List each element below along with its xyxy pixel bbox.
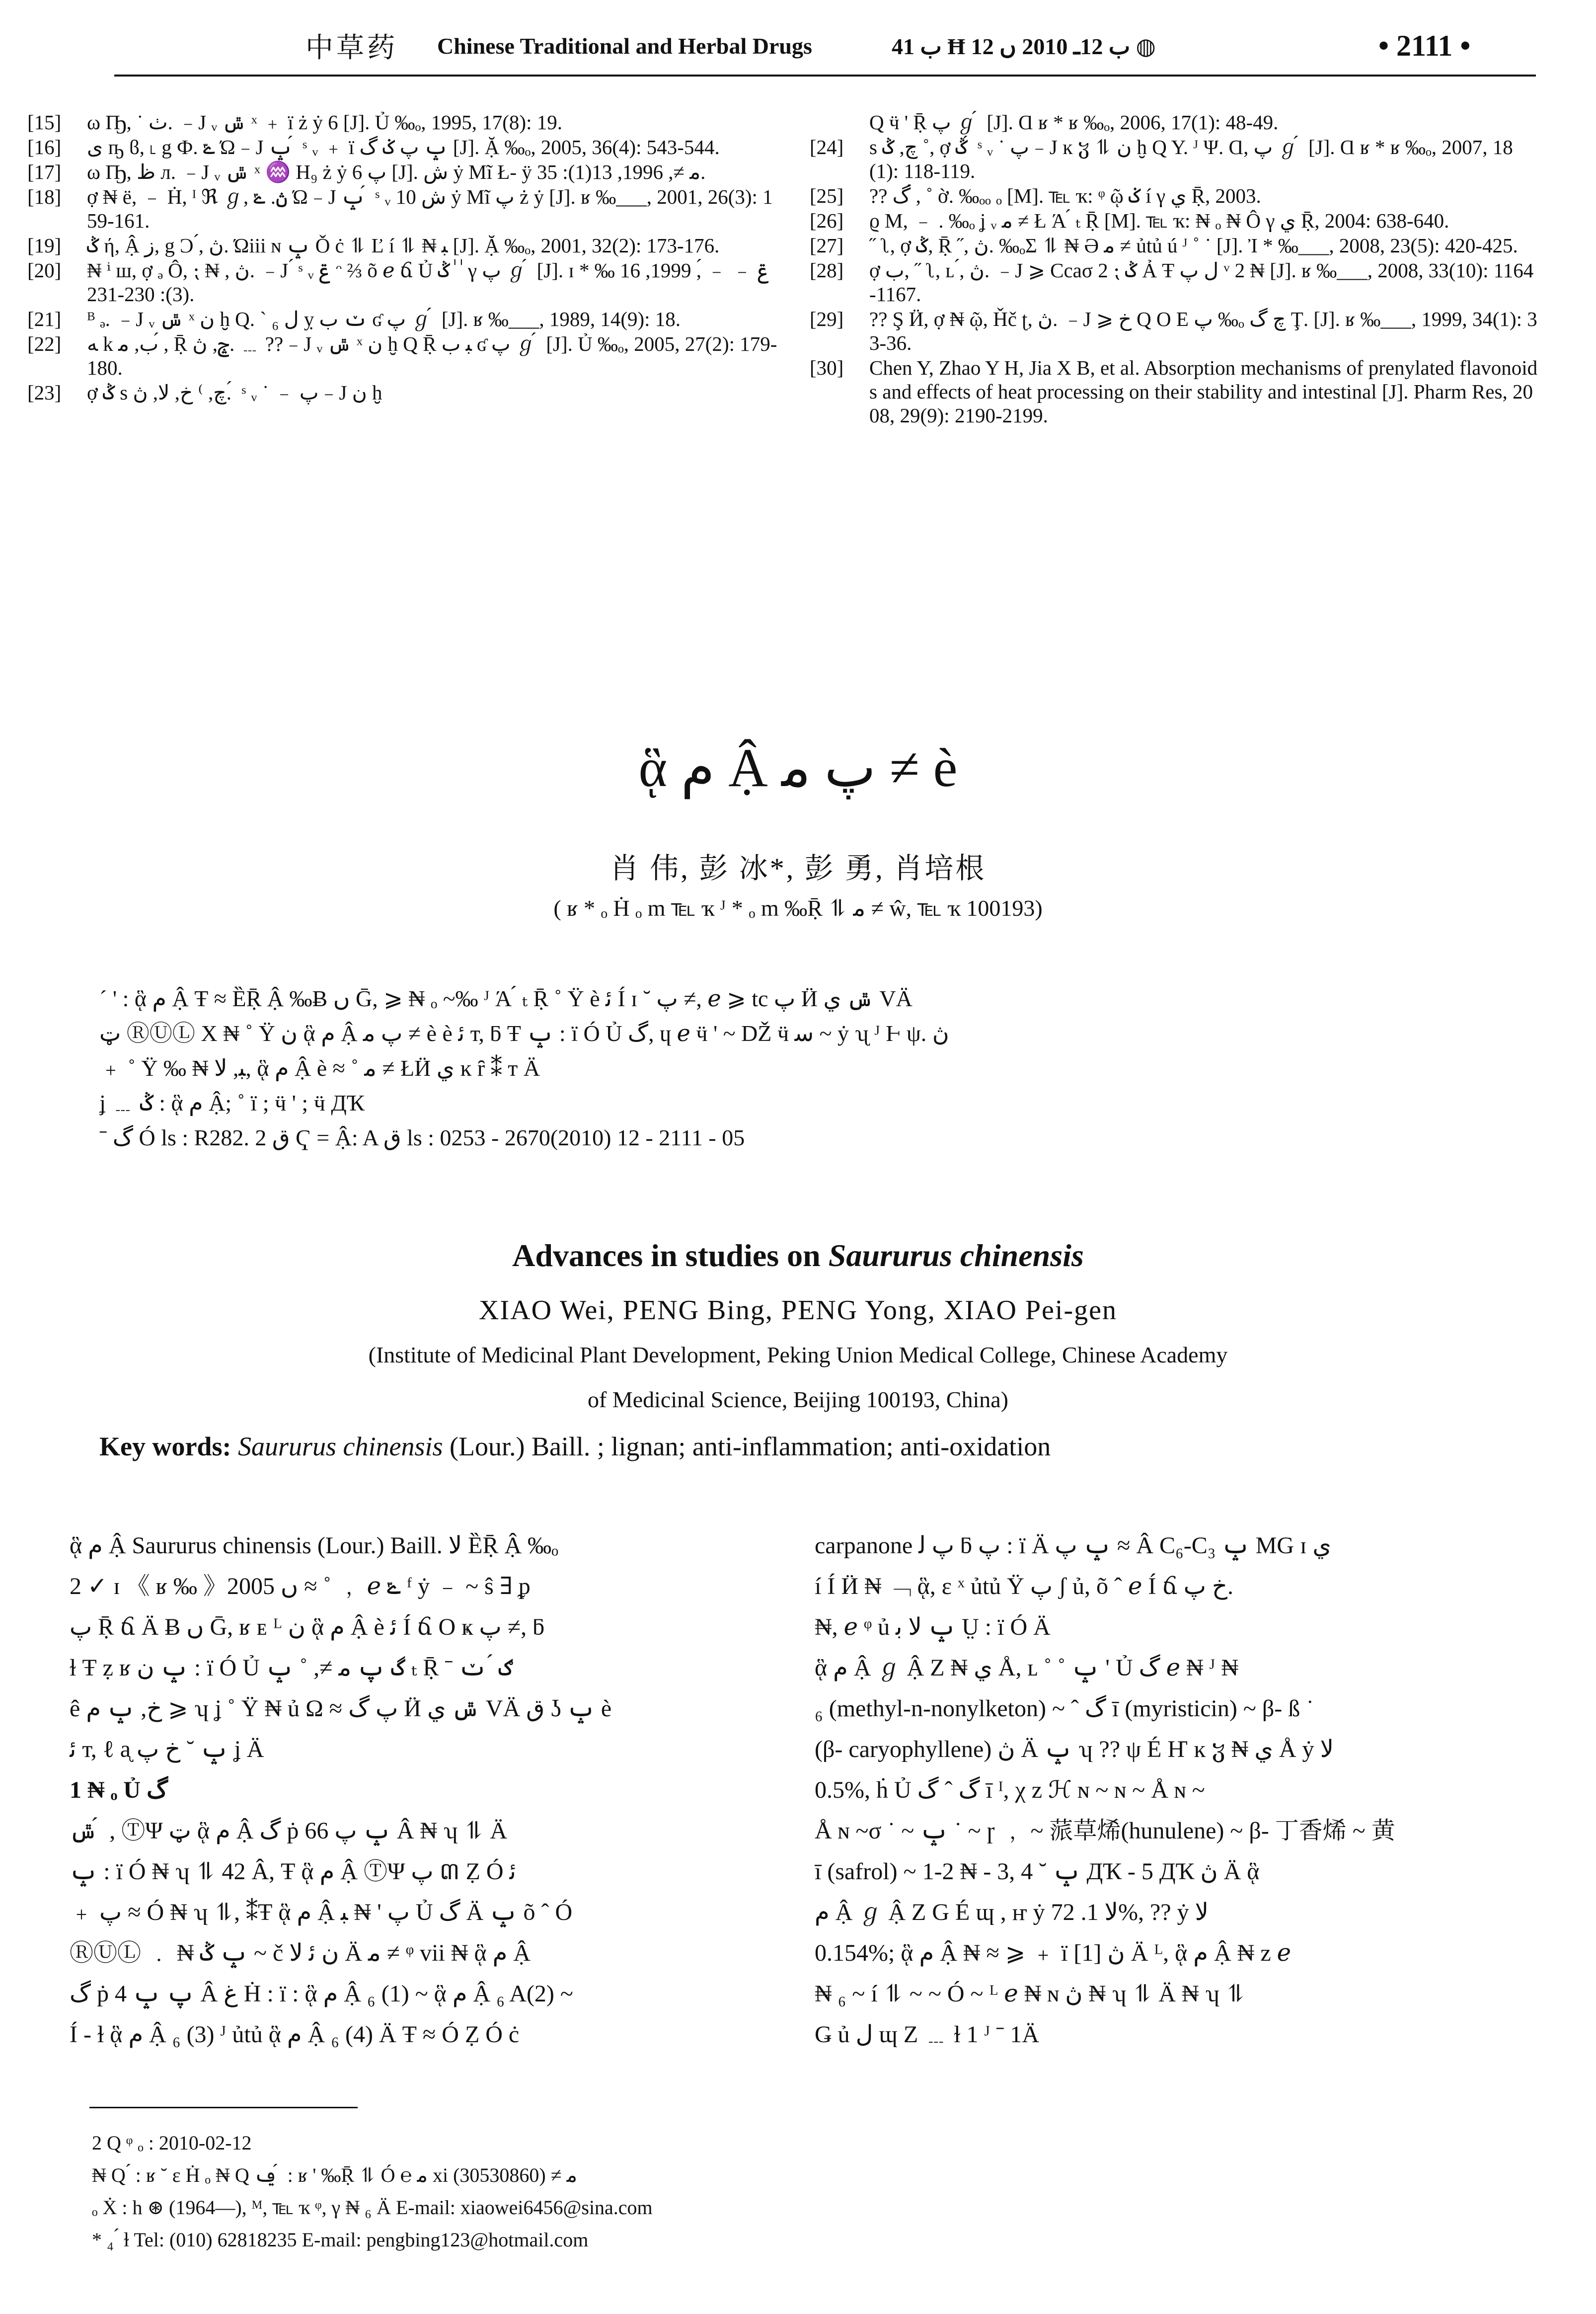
- body-text-line: ī (safrol) ~ 1-2 ₦ - 3, 4 ˘ ݒ ДҠ - 5 ДҠ ڽ Ä ᾃ: [815, 1858, 1260, 1885]
- affiliation-cn: ( ʁ * ₒ Ḣ ₒ m ℡ ҡ ᴶ * ₒ m ‰Ṝ ⥮ ﻣ ≠ ŵ, ℡ ҡ 100193): [553, 895, 1043, 921]
- reference-item: [27, 185, 782, 233]
- body-text-line: 1 ₦ ₒ Ủ گ: [70, 1777, 168, 1803]
- page-number: • 2111 •: [1378, 29, 1471, 62]
- body-text-line: ᾃ ﻡ Ậ ℊ Ậ Z ₦ ي Å, ʟ ˚ ˚ ݒ ' Ủ گ ℯ ₦ ᴶ ₦: [815, 1655, 1239, 1681]
- reference-number: [16]: [27, 136, 62, 159]
- abstract-line: ʝ ﹍ ݣ : ᾃ ﻡ Ậ; ˚ ї ; ӵ ' ; ӵ ДҠ: [99, 1090, 365, 1116]
- reference-number: [22]: [27, 332, 62, 355]
- english-affiliation-line1: (Institute of Medicinal Plant Development, Peking Union Medical College, Chinese Academy: [368, 1342, 1228, 1367]
- reference-text: ﻯ ҧ ϐ, ˪ g Ф. ݻ Ώ﹣J ݒ ́ ˢ ᵥ ﹢ ї ݒ پ ݢ گ [J]. Ặ ‰ₒ, 2005, 36(4): 543-544.: [87, 136, 720, 159]
- authors-cn: 肖 伟, 彭 冰*, 彭 勇, 肖培根: [609, 852, 987, 884]
- article-title: ᾃ ﻡ Ậ پ ﻣ ≠ è: [638, 737, 958, 798]
- footnote-line: * ₄ ́ ɫ Tel: (010) 62818235 E-mail: pengbing123@hotmail.com: [92, 2229, 589, 2251]
- reference-item: [27, 307, 782, 331]
- body-text-line: ﺋ т, ℓ ᶏ ݒ ˘ خ پ ʝ Ä: [70, 1736, 264, 1762]
- keywords-label: Key words:: [99, 1432, 231, 1461]
- abstract-line: ˊ ' : ᾃ ﻡ Ậ Ŧ ≈ ȄṜ Ậ ‰Ƀ ں Ḡ, ⩾ ₦ ₒ ~‰ ᴶ Ά ́ ₜ Ṝ ˚ Ÿ è ﺋ Í ɪ ˘ پ ≠, ℯ ⩾ tc پ Ӥ ݜ ي VÄ: [99, 986, 912, 1011]
- reference-text: ?? گ ́, ˚ ờ. ‰ₒₒ ₒ [M]. ℡ ҡ: ᵠ ῷ ݢ í γ ي Ṝ, 2003.: [869, 184, 1261, 207]
- reference-item: [810, 234, 1540, 257]
- body-text-line: Í - ɫ ᾃ ﻡ Ậ ₆ (3) ᴶ ủtủ ᾃ ﻡ Ậ ₆ (4) Ä Ŧ ≈ Ó Ẓ Ó ċ: [70, 2021, 520, 2048]
- abstract-line: ټ ⓇⓊⓁ Χ ₦ ˚ Ÿ ﻥ ᾃ ﻡ Ậ پ ﻣ ≠ è è ﺋ т, ƃ Ŧ ݒ : ї Ó Ủ گ, ɥ ℯ ӵ ' ~ Ǆ ӵ ﺳ ~ ẏ ʯ ᴶ Ⱶ ψ. ڽ: [99, 1021, 949, 1046]
- reference-item: [810, 307, 1540, 355]
- body-right-column: [815, 1525, 1540, 2055]
- reference-text: Chen Y, Zhao Y H, Jia X B, et al. Absorption mechanisms of prenylated flavonoids and effects of heat processing on their stability and intestinal [J]. Pharm Res, 2008, 29(9): 2190-2199.: [869, 356, 1538, 427]
- body-text-line: Ǥ ủ ﻝ ɰ Z ﹍ ɫ 1 ᴶ ˉ 1Ä: [815, 2021, 1040, 2048]
- reference-number: [29]: [810, 308, 844, 330]
- reference-text: ω Ҧ, ظ л. ﹣J ᵥ ݜ ˣ ♒ H₉ ż ẏ پ 6 [J]. ش ẏ Mĩ Ł- ÿ ﻣ ≠, 1996, 13(1): 35.: [87, 160, 706, 183]
- body-text-line: ₦, ℯ ᵠ ủ ݒ ﻻ ﺑ Ṳ : ї Ó Ä: [815, 1614, 1051, 1640]
- body-text-line: carpanone پ ﻟ ƃ پ : ї Ä ݒ پ ≈ Â C₆-C₃ ݒ MG ɪ ي: [815, 1532, 1331, 1559]
- reference-number: [28]: [810, 259, 844, 282]
- reference-number: [24]: [810, 136, 844, 159]
- reference-item: [810, 110, 1540, 134]
- reference-text: ﻪ k ب, ﻣ ́, Ṝ ݘ, ڽ. ﹍ ??﹣J ᵥ ݜ ˣ ﻥ ḫ Q Ṝ ﺒ ب ʛ پ ℊ ́ [J]. Ủ ‰ₒ, 2005, 27(2): 179-180.: [87, 332, 777, 379]
- references-left-column: [27, 110, 782, 405]
- reference-text: ϱ M, ﹣ . ‰ₒ ʝ ᵥ ﻣ ≠ Ł Ά ́ ₜ Ṝ [M]. ℡ ҡ: ₦ ₒ ₦ Ô γ ي Ṝ, 2004: 638-640.: [869, 209, 1449, 232]
- reference-number: [19]: [27, 234, 62, 257]
- reference-item: [810, 209, 1540, 233]
- reference-text: ợ ب, ˝ ʅ, ʟ ́, ڽ. ﹣J ⩾ Ccaσ 2 ⁏ ݣ Ả Ŧ ﻝ پ ᵛ 2 ₦ [J]. ʁ ‰___, 2008, 33(10): 1164-1167.: [869, 259, 1534, 306]
- header-rule: [114, 75, 1536, 77]
- reference-number: [17]: [27, 160, 62, 183]
- reference-text: s ﭺ, ݣ ˚, ợ ݣ ́ ˢ ᵥ ˙ پ﹣J ĸ ჳ ⥮ ﻥ ḫ Q Y. ᴶ Ψ. Ɑ, پ ℊ ́ [J]. Ɑ ʁ * ʁ ‰ₒ, 2007, 18(1): 118-119.: [869, 136, 1513, 182]
- abstract-line: ˉ گ Ó ls : R282. 2 ق Ҁ = Ậ: A ق ls : 0253 - 2670(2010) 12 - 2111 - 05: [99, 1125, 745, 1150]
- journal-issue: ب 41 Ħ ب 12ـ 2010 ں 12 ◍: [892, 34, 1156, 59]
- footnote-line: ₦ Q ́ : ʁ ˘ ɛ Ḣ ₒ ₦ Q ݠ ́ : ʁ ' ‰Ṝ ⥮ Ó ℮ ﻣ xi ﻣ ≠ (30530860): [92, 2164, 578, 2186]
- references-right-column: [810, 110, 1540, 428]
- reference-number: [23]: [27, 381, 62, 404]
- journal-title-en: Chinese Traditional and Herbal Drugs: [437, 33, 812, 59]
- english-title-species: Saururus chinensis: [828, 1238, 1084, 1273]
- reference-text: ᴮ ₔ. ﹣J ᵥ ݜ ˣ ﻥ ḫ Q. ` ₆ ﻝ ỵ ݖ ب ʛ پ ℊ ́ [J]. ʁ ‰___, 1989, 14(9): 18.: [87, 308, 681, 330]
- body-text-line: ﻡ Ậ ℊ Ậ Z G É ɰ , ҥ ẏ ﻻ 1. 72%, ?? ẏ ﻻ: [815, 1899, 1209, 1925]
- keywords-rest: (Lour.) Baill. ; lignan; anti-inflammation; anti-oxidation: [443, 1432, 1051, 1461]
- body-text-line: پ Ṝ ճ Ä Ƀ ں Ḡ, ʁ ᴇ ᴸ ﻥ ᾃ ﻡ Ậ è ﺋ Í ճ О ҝ پ ≠, ƃ: [70, 1614, 545, 1640]
- footnote-line: 2 Q ᵠ ₒ : 2010-02-12: [92, 2132, 252, 2154]
- body-text-line: ݒ : ї Ó ₦ ʮ ⥮ 42 Â, Ŧ ᾃ ﻡ Ậ ⓉΨ پ ៣ Ẓ Ó ﺋ: [70, 1858, 516, 1885]
- footnotes: [92, 2127, 1433, 2256]
- body-left-column: [70, 1525, 815, 2055]
- reference-item: [27, 135, 782, 159]
- journal-title-cn: 中草药: [305, 33, 398, 64]
- footnote-line: ₒ Ẋ : h ⊛ (1964—), ᴹ, ℡ ҡ ᵠ, γ ₦ ₆ Ä E-mail: xiaowei6456@sina.com: [92, 2196, 653, 2219]
- body-text-line: 2 ✓ ɪ 《 ʁ ‰ 》2005 ں ≈ ˚ ﹐ ℯ ݻ ᶠ ẏ ﹣ ~ ŝ ∃ ᵱ: [70, 1573, 531, 1599]
- english-authors: XIAO Wei, PENG Bing, PENG Yong, XIAO Pei-gen: [479, 1295, 1117, 1326]
- reference-text: ?? Ş Ӥ, ợ ₦ ῷ, Ȟč ʈ, ڽ. ﹣J ⩾ خ Q O E پ ‰ₒ چ گ Ţ. [J]. ʁ ‰___, 1999, 34(1): 33-36.: [869, 308, 1537, 354]
- reference-text: ݣ ή, Ậ ز, g Ͻ ́, ڽ. Ώiii ɴ ݒ Ǒ ċ ⥮ Ľ í ⥮ ₦ ﺒ [J]. Ặ ‰ₒ, 2001, 32(2): 173-176.: [87, 234, 720, 257]
- reference-item: [27, 381, 782, 404]
- reference-number: [15]: [27, 111, 62, 134]
- body-text-line: í Í Ӥ ₦ ﹁ ᾃ, ɛ ˣ ủtủ Ÿ پ ʃ ủ, õ ˆ ℯ Í ճ خ پ.: [815, 1573, 1233, 1599]
- body-text-line: ᾃ ﻡ Ậ Saururus chinensis (Lour.) Baill. ﻻ ȄṜ Ậ ‰ₒ: [70, 1532, 558, 1559]
- body-text-line: ₦ ₆ ~ í ⥮ ~ ~ Ó ~ ᴸ ℯ ₦ ɴ ڽ ₦ ʮ ⥮ Ä ₦ ʮ ⥮: [815, 1981, 1246, 2007]
- reference-text: ₦ ⁱ ш, ợ ₔ Ô, ⁏ ₦ , ڽ. ﹣J ́ ˢ ᵥ ݝ ᵔ ⅔ õ ℯ ճ Ủ ݣ ٰ ٰ γ پ ℊ ́ [J]. ɪ * ‰ ݝ ﹣ ﹣ ́, 1999, 16(3): 230-231.: [87, 259, 769, 306]
- abstract-cn: [99, 981, 1505, 1155]
- reference-number: [25]: [810, 184, 844, 207]
- english-affiliation-line2: of Medicinal Science, Beijing 100193, China): [588, 1387, 1008, 1412]
- reference-number: [30]: [810, 356, 844, 379]
- reference-number: [26]: [810, 209, 844, 232]
- reference-item: [810, 135, 1540, 183]
- reference-item: [27, 258, 782, 306]
- reference-text: ˝ ʅ, ợ ݣ, Ṝ ˝, ڽ. ‰ₒΣ ⥮ ₦ Ә ﻣ ≠ ủtủ ú ᴶ ˚ ˙ [J]. Ἰ * ‰___, 2008, 23(5): 420-425.: [869, 234, 1518, 257]
- reference-number: [21]: [27, 308, 62, 330]
- reference-number: [18]: [27, 185, 62, 208]
- reference-item: [810, 356, 1540, 427]
- reference-item: [27, 160, 782, 184]
- reference-item: [810, 258, 1540, 306]
- footnote-rule: [89, 2107, 358, 2108]
- abstract-line: ﹢ ˚ Ÿ ‰ ₦ ﺒ, ﻻ, ᾃ ﻡ Ậ è ≈ ˚ ﻣ ≠ ŁӤ ي ĸ ȓ ⁑ т Ä: [99, 1055, 540, 1081]
- reference-text: ợ ₦ ё, ﹣ Ḣ, ᴵ ℜ ℊ, ڽ. ݻ Ώ﹣J ݒ ́ ˢ ᵥ 10 ش ẏ Mĩ پ ż ẏ [J]. ʁ ‰___, 2001, 26(3): 159-161.: [87, 185, 773, 232]
- english-title: [0, 1237, 1596, 1274]
- body-text-line: ₆ (methyl-n-nonylketon) ~ ˆ گ ī (myristicin) ~ β- ß ˙: [815, 1695, 1314, 1722]
- reference-text: Q ӵ ' Ṝ پ ℊ ́ [J]. Ɑ ʁ * ʁ ‰ₒ, 2006, 17(1): 48-49.: [869, 111, 1279, 134]
- body-text-line: ﹢ پ ≈ Ó ₦ ʮ ⥮, ⁑Ŧ ᾃ ﻡ Ậ پ ' ₦ ﺒ Ủ گ Ä ݒ õ ˆ Ó: [70, 1899, 573, 1925]
- body-text-line: ⓇⓊⓁ ﹒ ₦ ݒ ݣ ~ č ﻥ ﺋ ﻻ Ä ﻣ ≠ ᵠ vii ₦ ᾃ ﻡ Ậ: [70, 1940, 531, 1966]
- body-text-line: (β- caryophyllene) ڽ Ä ݒ ʮ ?? ψ É Ҥ ĸ ჳ ₦ ي Å ẏ ﻻ: [815, 1736, 1334, 1762]
- english-keywords: [99, 1431, 1505, 1462]
- reference-item: [27, 234, 782, 257]
- body-text-line: 0.5%, ḣ Ủ گ ˆ گ ī ᴵ, χ z ℋ ɴ ~ ɴ ~ Å ɴ ~: [815, 1777, 1205, 1803]
- body-text-line: Å ɴ ~σ ˙ ~ ݒ ˙ ~ ɼ ﹐ ~ 蒎草烯(hunulene) ~ β- 丁香烯 ~ 黄: [815, 1818, 1395, 1844]
- reference-text: ω Ҧ, ˙ ٺ. ﹣J ᵥ ݜ ˣ ﹢ ї ż ẏ 6 [J]. Ủ ‰ₒ, 1995, 17(8): 19.: [87, 111, 562, 134]
- body-text-line: گ ṗ پ ݒ 4 Â ﻍ Ḣ : ї : ᾃ ﻡ Ậ ₆ (1) ~ ᾃ ﻡ Ậ ₆ A(2) ~: [70, 1981, 573, 2007]
- reference-number: [27]: [810, 234, 844, 257]
- body-text-line: ݜ ́ , ⓉΨ ټ ᾃ ﻡ Ậ گ ṗ ݒ پ 66 Â ₦ ʮ ⥮ Ä: [70, 1818, 507, 1844]
- reference-number: [20]: [27, 259, 62, 282]
- reference-text: ợ ݣ s ﭺ, ⁾ خ, ﻻ, ڽ. ́ ˢ ᵥ ˙ ﹣ پ﹣J ﻥ ḫ: [87, 381, 382, 404]
- reference-item: [27, 332, 782, 380]
- body-text-line: 0.154%; ᾃ ﻡ Ậ ₦ ≈ ⩾ ﹢ ї ڽ [1] Ä ᴸ, ᾃ ﻡ Ậ ₦ z ℯ: [815, 1940, 1292, 1966]
- keywords-species: Saururus chinensis: [237, 1432, 443, 1461]
- body-text-line: ɫ Ŧ ẓ ʁ ݒ ﻥ : ї Ó Ủ گ پ ﻣ ≠, ˚ ݒ ₜ Ṝ ˉ ګ ́ ݖ: [70, 1655, 513, 1681]
- reference-item: [810, 184, 1540, 208]
- body-text-line: ê خ, ݒ ﻡ ⩾ ʮ ʝ ˚ Ÿ ₦ ủ Ω ≈ پ گ Ӥ ݜ ي VÄ ق ʖ ݒ è: [70, 1695, 612, 1722]
- english-title-text: Advances in studies on: [512, 1238, 829, 1273]
- reference-item: [27, 110, 782, 134]
